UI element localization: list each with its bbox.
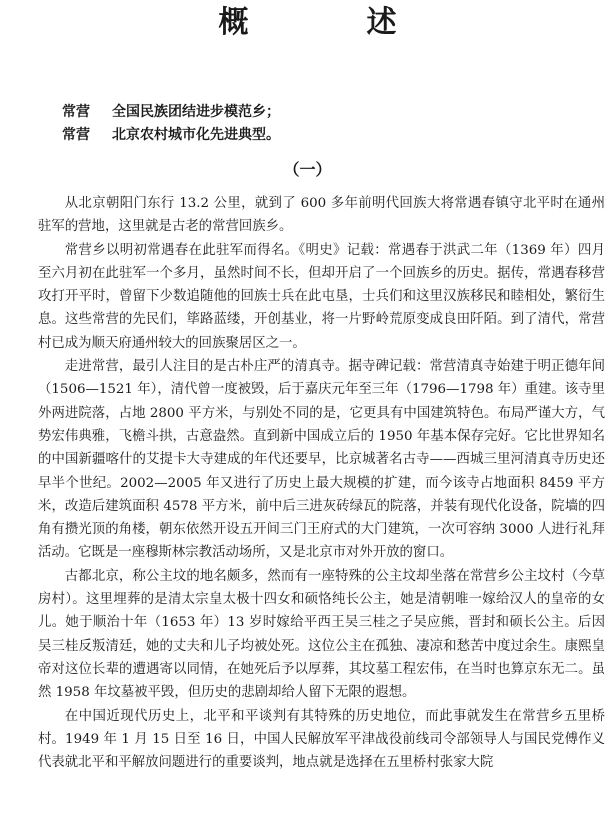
honor-text: 全国民族团结进步模范乡； xyxy=(112,104,280,120)
honors-list xyxy=(62,101,280,147)
honor-place: 常营 xyxy=(62,127,90,143)
honor-item xyxy=(62,124,280,147)
paragraph: 在中国近现代历史上，北平和平谈判有其特殊的历史地位，而此事就发生在常营乡五里桥村。1949 年 1 月 15 日至 16 日，中国人民解放军平津战役前线司令部领导人与国民党傅作义代表就北平和平解放问题进行的重要谈判，地点就是选择在五里桥村张家大院 xyxy=(38,708,605,771)
paragraph: 古都北京，称公主坟的地名颇多，然而有一座特殊的公主坟却坐落在常营乡公主坟村（今草房村）。这里埋葬的是清太宗皇太极十四女和硕恪纯长公主，她是清朝唯一嫁给汉人的皇帝的女儿。她于顺治十年（1653 年）13 岁时嫁给平西王吴三桂之子吴应熊，晋封和硕长公主。后因吴三桂反叛清廷，她的丈夫和儿子均被处死。这位公主在孤独、凄凉和愁苦中度过余生。康熙皇帝对这位长辈的遭遇寄以同情，在她死后予以厚葬，其坟墓工程宏伟，在当时也算京东无二。虽然 1958 年坟墓被平毁，但历史的悲剧却给人留下无限的遐想。 xyxy=(38,568,605,701)
paragraph: 从北京朝阳门东行 13.2 公里，就到了 600 多年前明代回族大将常遇春镇守北平时在通州驻军的营地，这里就是古老的常营回族乡。 xyxy=(38,196,605,235)
paragraph: 常营乡以明初常遇春在此驻军而得名。《明史》记载：常遇春于洪武二年（1369 年）四月至六月初在此驻军一个多月，虽然时间不长，但却开启了一个回族乡的历史。据传，常遇春移营攻打开平时，曾留下少数追随他的回族士兵在此屯垦，士兵们和这里汉族移民和睦相处，繁衍生息。这些常营的先民们，筚路蓝缕，开创基业，将一片野岭荒原变成良田阡陌。到了清代，常营村已成为顺天府通州较大的回族聚居区之一。 xyxy=(38,242,605,351)
honor-place: 常营 xyxy=(62,104,90,120)
paragraph: 走进常营，最引人注目的是古朴庄严的清真寺。据寺碑记载：常营清真寺始建于明正德年间（1506—1521 年），清代曾一度被毁，后于嘉庆元年至三年（1796—1798 年）重建。该寺里外两进院落，占地 2800 平方米，与别处不同的是，它更具有中国建筑特色。布局严谨大方，气势宏伟典雅，飞檐斗拱，古意盎然。直到新中国成立后的 1950 年基本保存完好。它比世界知名的中国新疆喀什的艾提卡大寺建成的年代还要早，比京城著名古寺——西城三里河清真寺历史还早半个世纪。2002—2005 年又进行了历史上最大规模的扩建，而今该寺占地面积 8459 平方米，改造后建筑面积 4578 平方米，前中后三进灰砖绿瓦的院落，并装有现代化设备，院墙的四角有攒光顶的角楼，朝东依然开设五开间三门王府式的大门建筑，一次可容纳 3000 人进行礼拜活动。它既是一座穆斯林宗教活动场所，又是北京市对外开放的窗口。 xyxy=(38,359,605,561)
body-text xyxy=(38,192,605,774)
honor-text: 北京农村城市化先进典型。 xyxy=(112,127,280,143)
section-heading: （一） xyxy=(283,160,332,179)
page-title: 概 述 xyxy=(218,5,441,40)
honor-item xyxy=(62,101,280,124)
